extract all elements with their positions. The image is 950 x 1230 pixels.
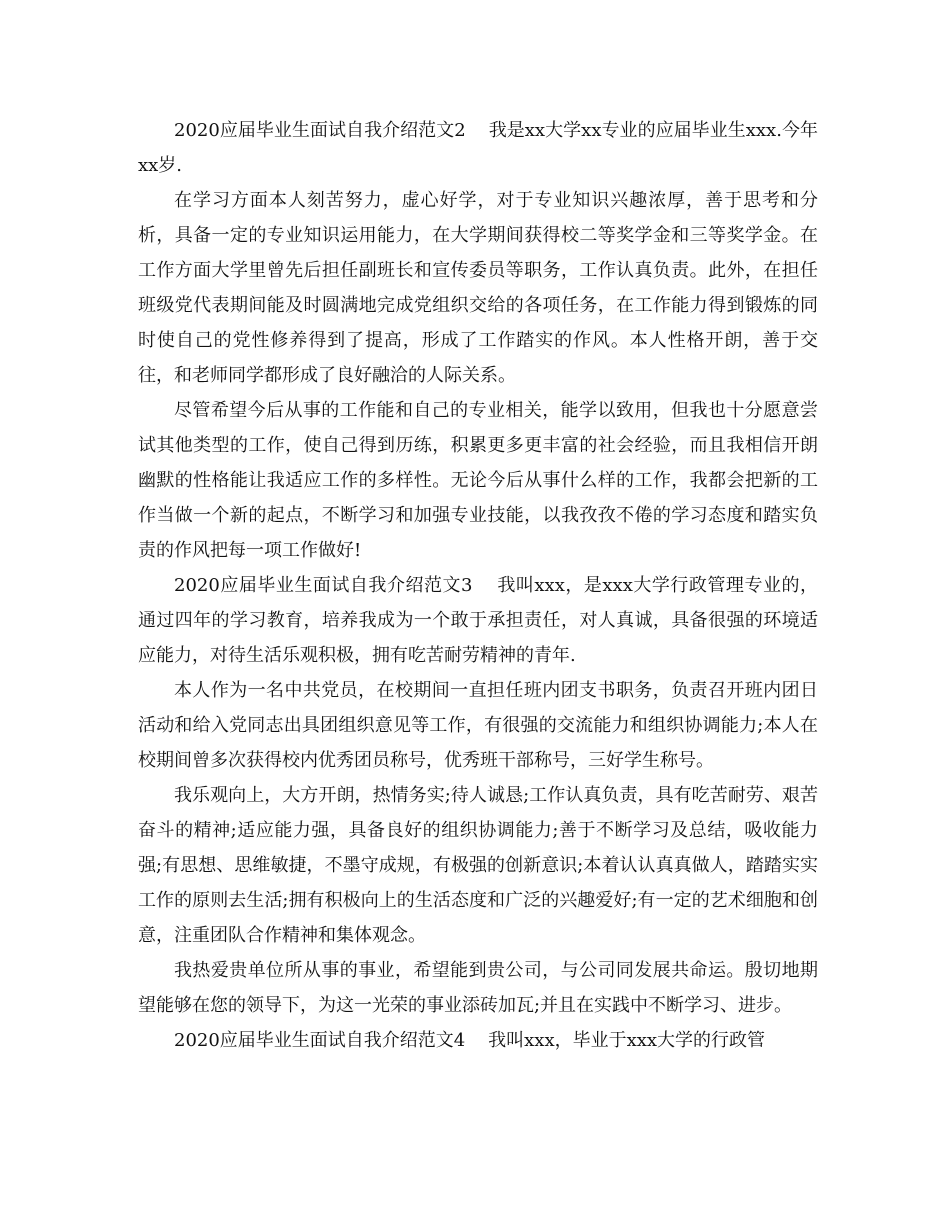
document-page — [138, 113, 818, 1058]
paragraph-intro-4: 2020应届毕业生面试自我介绍范文4 我叫xxx，毕业于xxx大学的行政管 — [174, 1030, 766, 1051]
paragraph-aspiration: 我热爱贵单位所从事的事业，希望能到贵公司，与公司同发展共命运。殷切地期望能够在您的领导下，为这一光荣的事业添砖加瓦;并且在实践中不断学习、进步。 — [138, 960, 818, 1016]
paragraph-intro-3: 2020应届毕业生面试自我介绍范文3 我叫xxx，是xxx大学行政管理专业的，通过四年的学习教育，培养我成为一个敢于承担责任，对人真诚，具备很强的环境适应能力，对待生活乐观积极，拥有吃苦耐劳精神的青年. — [138, 575, 818, 666]
paragraph-party-member: 本人作为一名中共党员，在校期间一直担任班内团支书职务，负责召开班内团日活动和给入党同志出具团组织意见等工作，有很强的交流能力和组织协调能力;本人在校期间曾多次获得校内优秀团员称号，优秀班干部称号，三好学生称号。 — [138, 680, 818, 771]
paragraph-intro-2: 2020应届毕业生面试自我介绍范文2 我是xx大学xx专业的应届毕业生xxx.今年xx岁. — [138, 120, 818, 176]
paragraph-study-work: 在学习方面本人刻苦努力，虚心好学，对于专业知识兴趣浓厚，善于思考和分析，具备一定的专业知识运用能力，在大学期间获得校二等奖学金和三等奖学金。在工作方面大学里曾先后担任副班长和宣传委员等职务，工作认真负责。此外，在担任班级党代表期间能及时圆满地完成党组织交给的各项任务，在工作能力得到锻炼的同时使自己的党性修养得到了提高，形成了工作踏实的作风。本人性格开朗，善于交往，和老师同学都形成了良好融洽的人际关系。 — [138, 190, 818, 386]
paragraph-career-hopes: 尽管希望今后从事的工作能和自己的专业相关，能学以致用，但我也十分愿意尝试其他类型的工作，使自己得到历练，积累更多更丰富的社会经验，而且我相信开朗幽默的性格能让我适应工作的多样性。无论今后从事什么样的工作，我都会把新的工作当做一个新的起点，不断学习和加强专业技能，以我孜孜不倦的学习态度和踏实负责的作风把每一项工作做好! — [138, 400, 818, 561]
paragraph-personality: 我乐观向上，大方开朗，热情务实;待人诚恳;工作认真负责，具有吃苦耐劳、艰苦奋斗的精神;适应能力强，具备良好的组织协调能力;善于不断学习及总结，吸收能力强;有思想、思维敏捷，不墨守成规，有极强的创新意识;本着认认真真做人，踏踏实实工作的原则去生活;拥有积极向上的生活态度和广泛的兴趣爱好;有一定的艺术细胞和创意，注重团队合作精神和集体观念。 — [138, 785, 819, 946]
